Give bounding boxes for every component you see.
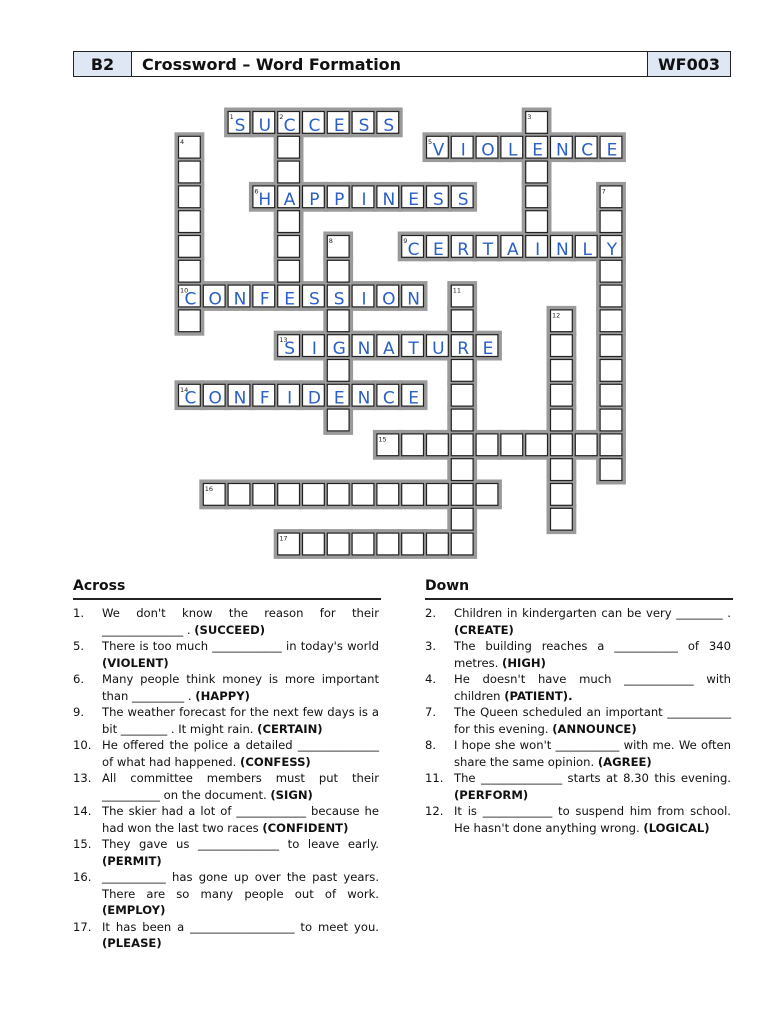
clue-text: All committee members must put their __________ on the document.: [102, 771, 379, 802]
grid-cell[interactable]: [327, 533, 349, 555]
handwritten-letter: Y: [606, 239, 618, 260]
worksheet-code: WF003: [648, 52, 730, 76]
handwritten-letter: F: [259, 289, 270, 310]
grid-cell[interactable]: [600, 384, 622, 406]
grid-cell[interactable]: [278, 236, 300, 258]
grid-cell[interactable]: [179, 186, 201, 208]
grid-cell[interactable]: [551, 434, 573, 456]
clue-number: 6.: [73, 672, 85, 686]
grid-cell[interactable]: [600, 310, 622, 332]
handwritten-letter: I: [460, 140, 466, 161]
across-rule: [73, 598, 381, 600]
down-rule: [425, 598, 733, 600]
clue-root-word: (LOGICAL): [643, 820, 710, 835]
level-badge: B2: [74, 52, 132, 76]
handwritten-letter: L: [582, 239, 592, 260]
grid-clue-number: 5: [428, 137, 433, 146]
handwritten-letter: E: [606, 140, 618, 161]
across-clue: [73, 671, 379, 704]
handwritten-letter: E: [532, 140, 543, 161]
clue-number: 11.: [425, 771, 444, 785]
grid-cell[interactable]: [352, 484, 374, 506]
grid-cell[interactable]: [476, 484, 498, 506]
grid-clue-number: 13: [279, 336, 288, 345]
grid-cell[interactable]: [278, 136, 300, 158]
handwritten-letter: U: [432, 339, 445, 359]
grid-cell[interactable]: [551, 409, 573, 431]
handwritten-letter: A: [283, 190, 296, 211]
clue-text: They gave us ______________ to leave early.: [102, 837, 379, 851]
across-clue: [73, 605, 379, 638]
handwritten-letter: C: [283, 115, 296, 136]
handwritten-letter: N: [556, 239, 569, 260]
clue-text: There is too much ____________ in today's world: [102, 639, 379, 653]
grid-cell[interactable]: [600, 285, 622, 307]
grid-cell[interactable]: [278, 260, 300, 282]
clue-text: The building reaches a ___________ of 340 metres.: [454, 639, 731, 670]
across-clue: [73, 704, 379, 737]
grid-cell[interactable]: [451, 459, 473, 481]
grid-cell[interactable]: [551, 384, 573, 406]
clue-number: 13.: [73, 771, 92, 785]
down-clue: [425, 770, 731, 803]
handwritten-letter: I: [311, 339, 317, 359]
clue-text: He doesn't have much ____________ with children: [454, 672, 731, 703]
clue-root-word: (PERMIT): [102, 853, 162, 868]
grid-cell[interactable]: [327, 409, 349, 431]
handwritten-letter: A: [506, 239, 519, 260]
clue-root-word: (CREATE): [454, 622, 514, 637]
grid-cell[interactable]: [551, 508, 573, 530]
grid-cell[interactable]: [303, 484, 325, 506]
handwritten-letter: L: [508, 140, 518, 161]
handwritten-letter: E: [482, 339, 494, 359]
handwritten-letter: S: [234, 115, 246, 136]
grid-cell[interactable]: [179, 260, 201, 282]
grid-cell[interactable]: [303, 533, 325, 555]
handwritten-letter: N: [556, 140, 569, 161]
clue-number: 14.: [73, 804, 92, 818]
clue-number: 17.: [73, 919, 92, 934]
grid-clue-number: 4: [180, 137, 185, 146]
handwritten-letter: S: [457, 190, 469, 211]
grid-cell[interactable]: [600, 335, 622, 357]
clue-number: 7.: [425, 705, 437, 719]
across-clue: [73, 919, 379, 952]
across-clue: [73, 803, 379, 836]
clue-text: He offered the police a detailed ______________ of what had happened.: [102, 738, 379, 769]
grid-cell[interactable]: [501, 434, 523, 456]
grid-cell[interactable]: [600, 360, 622, 382]
grid-cell[interactable]: [451, 310, 473, 332]
grid-clue-number: 10: [180, 286, 189, 295]
clue-root-word: (ANNOUNCE): [552, 721, 637, 736]
handwritten-letter: E: [408, 190, 419, 211]
clue-number: 16.: [73, 870, 92, 884]
grid-cell[interactable]: [551, 360, 573, 382]
grid-cell[interactable]: [526, 434, 548, 456]
grid-clue-number: 6: [254, 187, 259, 196]
grid-cell[interactable]: [451, 384, 473, 406]
grid-cell[interactable]: [402, 434, 424, 456]
grid-cell[interactable]: [278, 484, 300, 506]
handwritten-letter: T: [482, 239, 494, 260]
clue-root-word: (SIGN): [270, 787, 313, 802]
handwritten-letter: S: [358, 115, 370, 136]
grid-clue-number: 15: [378, 435, 387, 444]
grid-cell[interactable]: [451, 434, 473, 456]
grid-cell[interactable]: [526, 186, 548, 208]
clue-number: 1.: [73, 606, 85, 620]
grid-cell[interactable]: [377, 533, 399, 555]
handwritten-letter: C: [382, 388, 395, 409]
handwritten-letter: N: [382, 190, 396, 211]
handwritten-letter: N: [407, 289, 420, 310]
handwritten-letter: S: [309, 289, 320, 310]
grid-cell[interactable]: [427, 484, 449, 506]
grid-cell[interactable]: [600, 211, 622, 233]
clue-text: The weather forecast for the next few days is a bit ________ . It might rain.: [102, 705, 379, 736]
clue-number: 4.: [425, 672, 437, 686]
grid-cell[interactable]: [451, 360, 473, 382]
grid-cell[interactable]: [526, 211, 548, 233]
grid-cell[interactable]: [476, 434, 498, 456]
handwritten-letter: C: [407, 239, 420, 260]
clue-number: 5.: [73, 639, 85, 653]
across-title: Across: [73, 578, 126, 594]
handwritten-letter: N: [357, 339, 371, 359]
handwritten-letter: P: [309, 190, 320, 211]
grid-cell[interactable]: [253, 484, 275, 506]
grid-cell[interactable]: [427, 434, 449, 456]
grid-cell[interactable]: [600, 260, 622, 282]
clue-text: The Queen scheduled an important ___________ for this evening.: [454, 705, 731, 736]
clue-root-word: (HIGH): [502, 655, 546, 670]
grid-cell[interactable]: [327, 484, 349, 506]
grid-cell[interactable]: [451, 409, 473, 431]
handwritten-letter: E: [433, 239, 444, 260]
handwritten-letter: C: [184, 388, 197, 409]
grid-cell[interactable]: [179, 310, 201, 332]
handwritten-letter: G: [332, 339, 346, 359]
clue-root-word: (AGREE): [597, 754, 652, 769]
clue-text: The skier had a lot of ____________ because he had won the last two races: [102, 804, 379, 835]
down-clue-list: [425, 605, 731, 836]
grid-clue-number: 3: [527, 113, 532, 121]
grid-clue-number: 16: [204, 485, 214, 493]
down-clue: [425, 737, 731, 770]
grid-cell[interactable]: [402, 484, 424, 506]
clue-root-word: (SUCCEED): [194, 622, 266, 637]
handwritten-letter: C: [308, 115, 321, 136]
clue-text: It has been a __________________ to meet you.: [102, 919, 379, 934]
down-clue: [425, 671, 731, 704]
handwritten-letter: A: [382, 339, 395, 359]
grid-cell[interactable]: [575, 434, 597, 456]
handwritten-letter: V: [432, 140, 445, 161]
clue-root-word: (EMPLOY): [102, 903, 166, 917]
handwritten-letter: F: [259, 388, 270, 409]
handwritten-letter: S: [284, 339, 295, 359]
grid-cell[interactable]: [551, 484, 573, 506]
grid-cell[interactable]: [526, 161, 548, 183]
grid-cell[interactable]: [600, 434, 622, 456]
across-clue: [73, 869, 379, 919]
across-clue: [73, 770, 379, 803]
clue-root-word: (VIOLENT): [102, 655, 169, 670]
grid-clue-number: 7: [601, 187, 606, 196]
down-clue: [425, 605, 731, 638]
grid-cell[interactable]: [327, 360, 349, 382]
clue-text: It is ____________ to suspend him from school. He hasn't done anything wrong.: [454, 804, 731, 835]
handwritten-letter: E: [408, 388, 419, 409]
clue-text: Children in kindergarten can be very ________ .: [454, 606, 731, 620]
clue-text: We don't know the reason for their ______________ .: [102, 606, 379, 637]
handwritten-letter: S: [433, 190, 444, 211]
clue-text: The ______________ starts at 8.30 this evening.: [454, 771, 731, 785]
grid-cell[interactable]: [327, 310, 349, 332]
clue-root-word: (CERTAIN): [257, 721, 323, 736]
across-clue: [73, 638, 379, 671]
handwritten-letter: N: [233, 289, 247, 310]
clue-number: 12.: [425, 804, 444, 818]
grid-clue-number: 9: [403, 237, 408, 245]
handwritten-letter: I: [361, 289, 367, 310]
handwritten-letter: T: [408, 339, 419, 359]
grid-cell[interactable]: [451, 533, 473, 555]
worksheet-title: Crossword – Word Formation: [132, 52, 648, 76]
handwritten-letter: O: [208, 289, 222, 310]
clue-number: 9.: [73, 705, 85, 719]
handwritten-letter: I: [361, 190, 367, 211]
grid-cell[interactable]: [402, 533, 424, 555]
handwritten-letter: C: [581, 140, 594, 161]
across-clue-list: [73, 605, 379, 952]
clue-number: 8.: [425, 738, 437, 752]
handwritten-letter: S: [333, 289, 345, 310]
handwritten-letter: H: [258, 190, 272, 211]
handwritten-letter: O: [208, 388, 222, 409]
grid-cell[interactable]: [451, 508, 473, 530]
grid-cell[interactable]: [427, 533, 449, 555]
handwritten-letter: O: [382, 289, 396, 310]
grid-cell[interactable]: [228, 484, 250, 506]
handwritten-letter: I: [287, 388, 293, 409]
handwritten-letter: N: [233, 388, 247, 409]
clue-number: 15.: [73, 837, 92, 851]
handwritten-letter: E: [284, 289, 295, 310]
grid-cell[interactable]: [600, 409, 622, 431]
clue-text: ___________ has gone up over the past years. There are so many people out of work.: [102, 870, 379, 901]
grid-clue-number: 11: [452, 286, 462, 295]
handwritten-letter: O: [481, 140, 495, 161]
clue-root-word: (PATIENT).: [504, 688, 573, 703]
across-clue: [73, 737, 379, 770]
grid-clue-number: 14: [180, 385, 189, 394]
handwritten-letter: P: [334, 190, 345, 211]
across-clue: [73, 836, 379, 869]
clue-root-word: (PERFORM): [454, 787, 529, 802]
clue-text: Many people think money is more important than _________ .: [102, 672, 379, 703]
grid-cell[interactable]: [327, 260, 349, 282]
clue-root-word: (CONFIDENT): [262, 820, 349, 835]
down-title: Down: [425, 578, 470, 594]
grid-cell[interactable]: [551, 459, 573, 481]
down-clue: [425, 803, 731, 836]
clue-root-word: (CONFESS): [240, 754, 311, 769]
down-clue: [425, 704, 731, 737]
clue-number: 2.: [425, 606, 437, 620]
grid-cell[interactable]: [179, 236, 201, 258]
clue-root-word: (HAPPY): [195, 688, 250, 703]
handwritten-letter: N: [357, 388, 371, 409]
handwritten-letter: R: [457, 339, 470, 359]
handwritten-letter: S: [383, 115, 395, 136]
grid-clue-number: 1: [229, 113, 234, 121]
handwritten-letter: D: [307, 388, 321, 409]
grid-cell[interactable]: [377, 484, 399, 506]
grid-cell[interactable]: [451, 484, 473, 506]
grid-clue-number: 8: [328, 237, 333, 245]
clue-number: 10.: [73, 738, 92, 752]
handwritten-letter: E: [333, 388, 345, 409]
clue-number: 3.: [425, 639, 437, 653]
handwritten-letter: C: [184, 289, 197, 310]
grid-cell[interactable]: [600, 459, 622, 481]
grid-cell[interactable]: [551, 335, 573, 357]
handwritten-letter: U: [258, 115, 272, 136]
grid-cell[interactable]: [352, 533, 374, 555]
grid-cell[interactable]: [278, 161, 300, 183]
grid-clue-number: 12: [552, 311, 561, 320]
clue-text: I hope she won't ___________ with me. We often share the same opinion.: [454, 738, 731, 769]
grid-clue-number: 17: [279, 534, 288, 543]
handwritten-letter: I: [535, 239, 541, 260]
down-clue: [425, 638, 731, 671]
handwritten-letter: E: [333, 115, 345, 136]
grid-cell[interactable]: [179, 161, 201, 183]
grid-cell[interactable]: [278, 211, 300, 233]
clue-root-word: (PLEASE): [102, 936, 162, 950]
grid-clue-number: 2: [279, 113, 284, 121]
handwritten-letter: R: [457, 239, 470, 260]
grid-cell[interactable]: [179, 211, 201, 233]
